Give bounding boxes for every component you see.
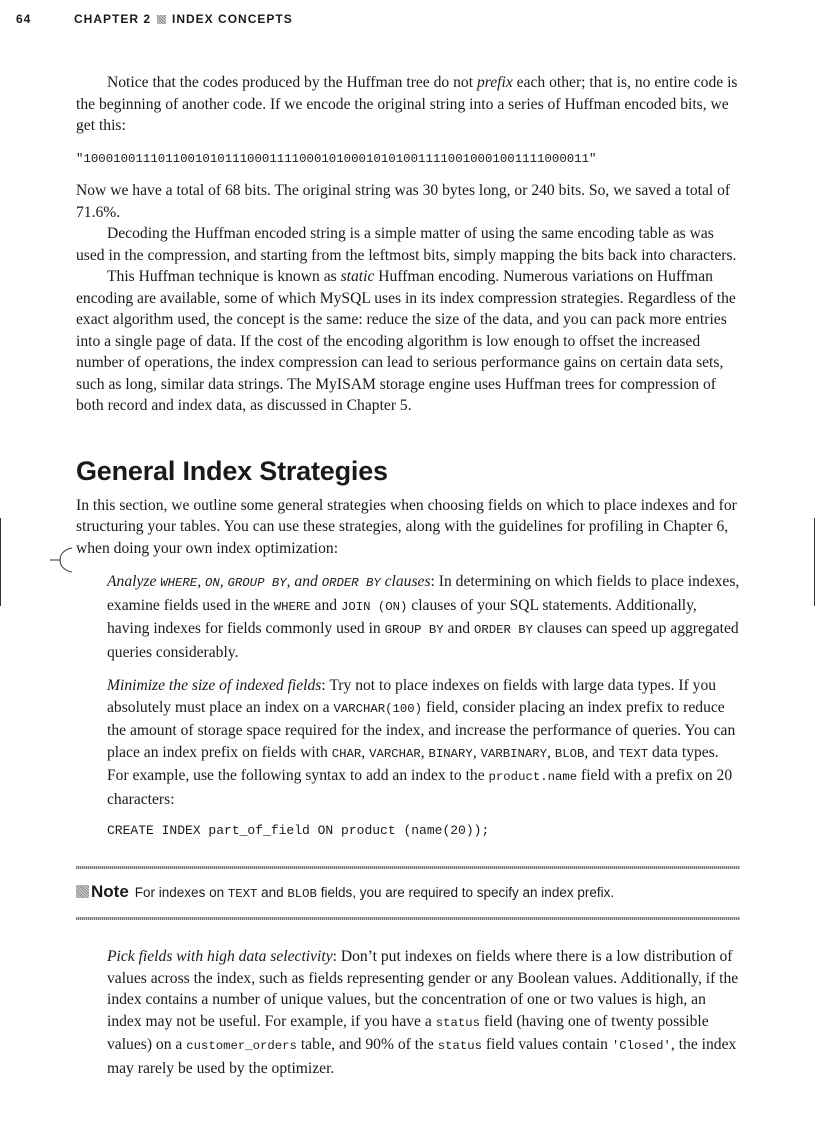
running-header [16, 12, 800, 32]
list-item-analyze-clauses: Analyze WHERE, ON, GROUP BY, and ORDER BY clauses: In determining on which fields to place indexes, examine fields used in the WHERE and JOIN (ON) clauses of your SQL statements. Additionally, having indexes for fields commonly used in GROUP BY and ORDER BY clauses can speed up aggregated queries considerably. [107, 573, 740, 661]
section-heading: General Index Strategies [76, 455, 388, 486]
note-bottom-rule [76, 917, 740, 920]
create-index-code: CREATE INDEX part_of_field ON product (name(20)); [107, 823, 490, 838]
crop-mark-left [0, 518, 1, 606]
paragraph-bit-total: Now we have a total of 68 bits. The original string was 30 bytes long, or 240 bits. So, we saved a total of 71.6%. [76, 182, 731, 221]
chapter-label: CHAPTER 2 [74, 12, 152, 26]
note-box [76, 856, 740, 933]
huffman-bitstring: "10001001110110010101110001111000101000101010011110010001001111000011" [76, 151, 597, 166]
note-label: Note [91, 881, 129, 901]
registration-mark-icon [50, 546, 74, 574]
paragraph-static-huffman: This Huffman technique is known as static Huffman encoding. Numerous variations on Huffman encoding are available, some of which MySQL uses in its index compression strategies. Regardless of the exact algorithm used, the concept is the same: reduce the size of the data, and you can pack more entries into a single page of data. If the cost of the encoding algorithm is low enough to offset the increased number of operations, the index compression can lead to serious performance gains on certain data sets, such as long, similar data strings. The MyISAM storage engine uses Huffman trees for compression of both record and index data, as discussed in Chapter 5. [76, 268, 736, 414]
page-body [76, 72, 740, 1079]
separator-square-icon [157, 15, 166, 24]
paragraph-huffman-prefix: Notice that the codes produced by the Huffman tree do not prefix each other; that is, no entire code is the beginning of another code. If we encode the original string into a series of Huffman encoded bits, we get this: [76, 74, 738, 134]
chapter-title [74, 12, 293, 26]
note-body: Note For indexes on TEXT and BLOB fields, you are required to specify an index prefix. [76, 869, 740, 918]
section-intro: In this section, we outline some general strategies when choosing fields on which to place indexes and for structuring your tables. You can use these strategies, along with the guidelines for profiling in Chapter 6, when doing your own index optimization: [76, 496, 737, 557]
paragraph-decoding: Decoding the Huffman encoded string is a simple matter of using the same encoding table as was used in the compression, and starting from the leftmost bits, simply mapping the bits back into characters. [76, 225, 737, 264]
chapter-name: INDEX CONCEPTS [172, 12, 293, 26]
list-item-selectivity: Pick fields with high data selectivity: Don’t put indexes on fields where there is a low distribution of values across the index, such as fields representing gender or any Boolean values. Additionally, if the index contains a number of unique values, but the concentration of one or two values is high, an index may not be useful. For example, if you have a status field (having one of twenty possible values) on a customer_orders table, and 90% of the status field values contain 'Closed', the index may rarely be used by the optimizer. [107, 948, 739, 1077]
crop-mark-right [814, 518, 815, 606]
note-square-icon [76, 885, 89, 898]
list-item-minimize-size: Minimize the size of indexed fields: Try not to place indexes on fields with large data types. If you absolutely must place an index on a VARCHAR(100) field, consider placing an index prefix to reduce the amount of storage space required for the index, and increase the performance of queries. You can place an index prefix on fields with CHAR, VARCHAR, BINARY, VARBINARY, BLOB, and TEXT data types. For example, use the following syntax to add an index to the product.name field with a prefix on 20 characters: [107, 677, 736, 808]
page-number: 64 [16, 12, 32, 26]
